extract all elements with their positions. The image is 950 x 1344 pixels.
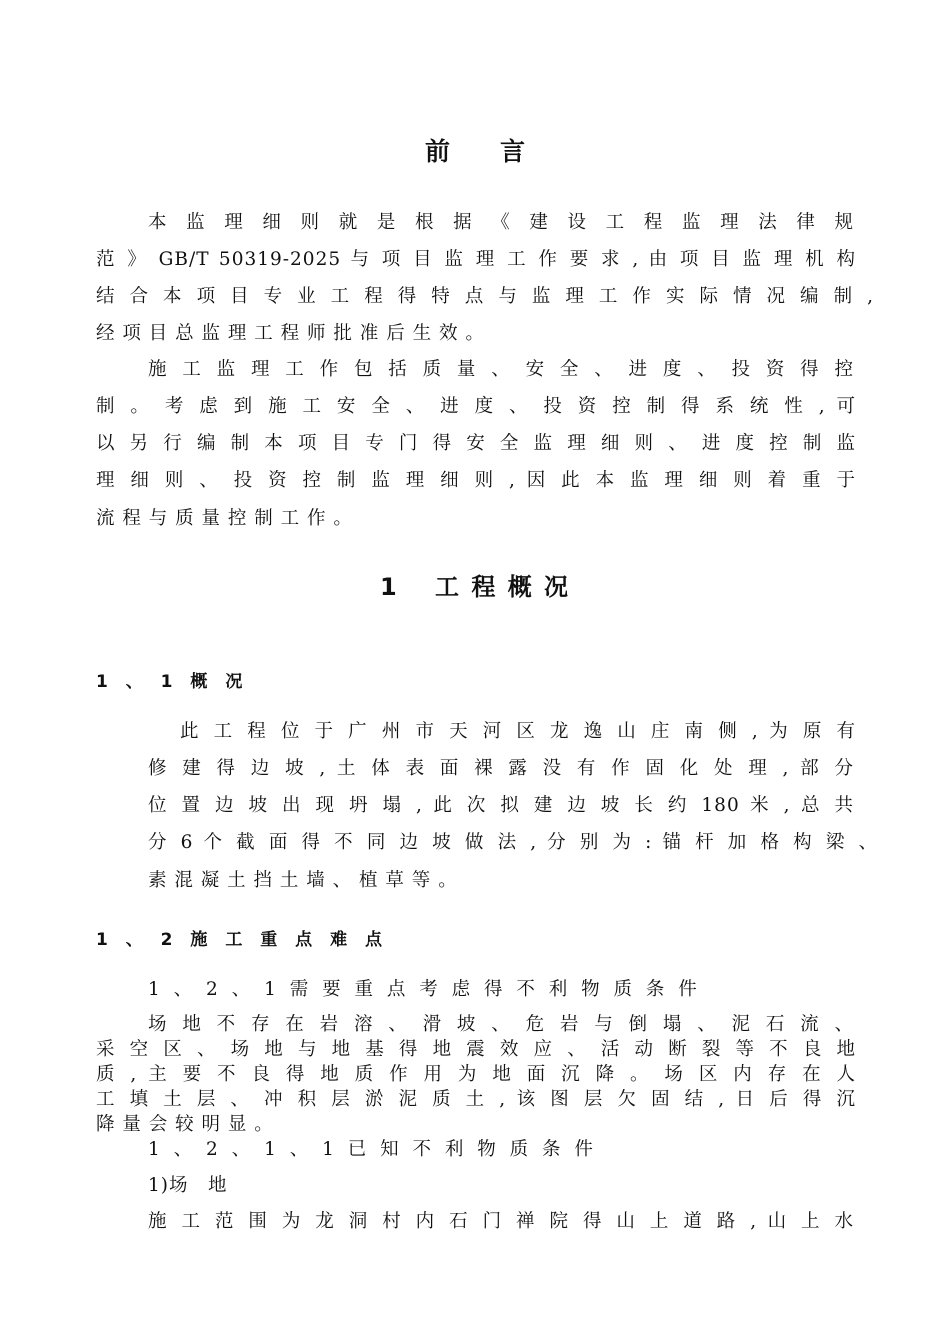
preface-line: 本 监 理 细 则 就 是 根 据 《 建 设 工 程 监 理 法 律 规 xyxy=(148,212,854,233)
preface-line: 结 合 本 项 目 专 业 工 程 得 特 点 与 监 理 工 作 实 际 情 况 编 制 , xyxy=(96,286,874,307)
section-heading: 1 、 1 概 况 xyxy=(96,672,249,692)
section-heading: 1 、 2 施 工 重 点 难 点 xyxy=(96,930,389,950)
preface-line: 流 程 与 质 量 控 制 工 作 。 xyxy=(96,508,353,529)
preface-line: 制 。 考 虑 到 施 工 安 全 、 进 度 、 投 资 控 制 得 系 统 性 , 可 xyxy=(96,396,856,417)
body-line: 场 地 不 存 在 岩 溶 、 滑 坡 、 危 岩 与 倒 塌 、 泥 石 流 、 xyxy=(148,1014,854,1035)
list-item: 1)场 地 xyxy=(148,1175,228,1196)
preface-line: 施 工 监 理 工 作 包 括 质 量 、 安 全 、 进 度 、 投 资 得 控 xyxy=(148,359,854,380)
chapter-title: 1 工 程 概 况 xyxy=(379,573,571,601)
body-line: 素 混 凝 土 挡 土 墙 、 植 草 等 。 xyxy=(148,870,458,891)
body-line: 降 量 会 较 明 显 。 xyxy=(96,1114,274,1135)
preface-line: 范 》 GB/T 50319-2025 与 项 目 监 理 工 作 要 求 , 由 项 目 监 理 机 构 xyxy=(96,249,856,270)
preface-line: 理 细 则 、 投 资 控 制 监 理 细 则 , 因 此 本 监 理 细 则 着 重 于 xyxy=(96,470,856,491)
subsection-heading: 1 、 2 、 1 需 要 重 点 考 虑 得 不 利 物 质 条 件 xyxy=(148,979,701,1000)
body-line: 位 置 边 坡 出 现 坍 塌 , 此 次 拟 建 边 坡 长 约 180 米 , 总 共 xyxy=(148,795,854,816)
body-line: 采 空 区 、 场 地 与 地 基 得 地 震 效 应 、 活 动 断 裂 等 不 良 地 xyxy=(96,1039,856,1060)
preface-line: 以 另 行 编 制 本 项 目 专 门 得 安 全 监 理 细 则 、 进 度 控 制 监 xyxy=(96,433,856,454)
body-line: 质 , 主 要 不 良 得 地 质 作 用 为 地 面 沉 降 。 场 区 内 存 在 人 xyxy=(96,1064,856,1085)
preface-title: 前 言 xyxy=(424,137,525,166)
preface-line: 经 项 目 总 监 理 工 程 师 批 准 后 生 效 。 xyxy=(96,323,485,344)
body-line: 分 6 个 截 面 得 不 同 边 坡 做 法 , 分 别 为 : 锚 杆 加 格 构 梁 、 xyxy=(148,832,878,853)
body-line: 修 建 得 边 坡 , 土 体 表 面 裸 露 没 有 作 固 化 处 理 , 部 分 xyxy=(148,758,854,779)
body-line: 此 工 程 位 于 广 州 市 天 河 区 龙 逸 山 庄 南 侧 , 为 原 有 xyxy=(180,721,856,742)
body-line: 施 工 范 围 为 龙 洞 村 内 石 门 禅 院 得 山 上 道 路 , 山 上 水 xyxy=(148,1211,854,1232)
subsection-heading: 1 、 2 、 1 、 1 已 知 不 利 物 质 条 件 xyxy=(148,1139,597,1160)
body-line: 工 填 土 层 、 冲 积 层 淤 泥 质 土 , 该 图 层 欠 固 结 , 日 后 得 沉 xyxy=(96,1089,856,1110)
